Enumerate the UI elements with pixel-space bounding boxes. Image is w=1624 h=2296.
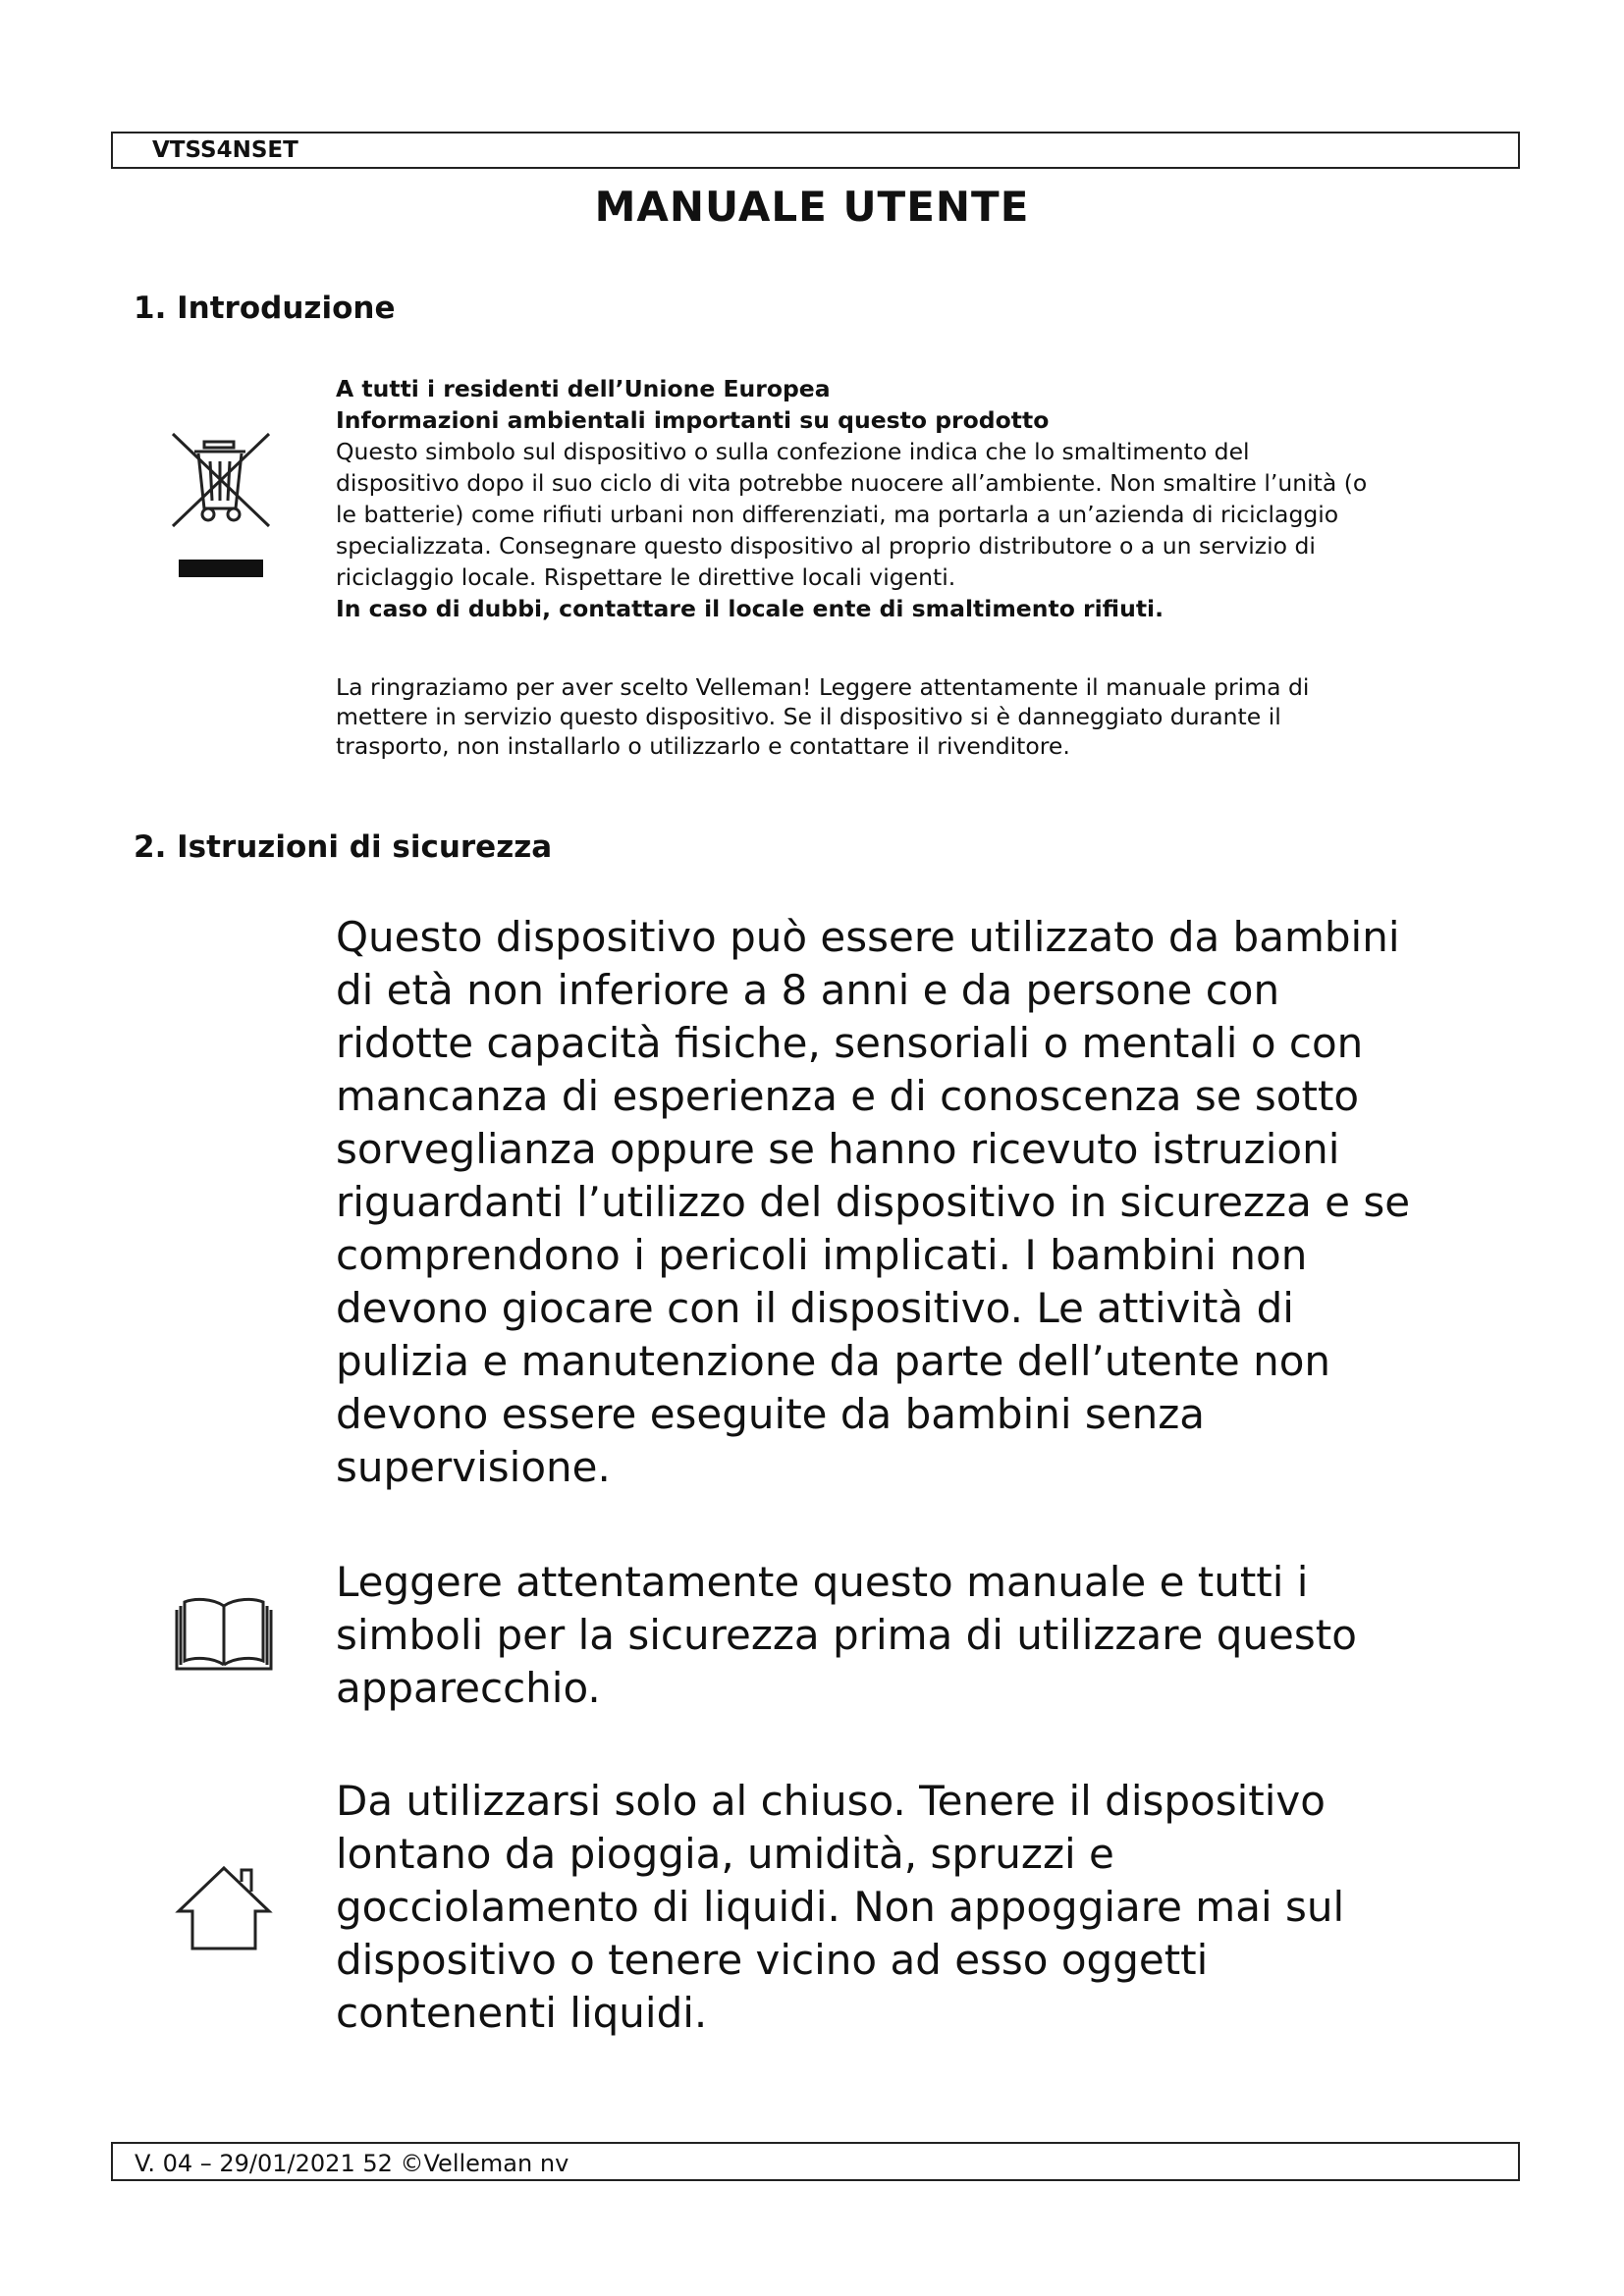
weee-line: le batterie) come rifiuti urbani non differenziati, ma portarla a un’azienda di riciclaggio <box>336 501 1339 528</box>
eu-residents-heading: A tutti i residenti dell’Unione Europea <box>336 375 831 402</box>
header-bar <box>111 132 1520 169</box>
thanks-line: mettere in servizio questo dispositivo. Se il dispositivo si è danneggiato durante il <box>336 703 1281 730</box>
section-heading-safety: 2. Istruzioni di sicurezza <box>134 829 553 865</box>
paragraph-line: riguardanti l’utilizzo del dispositivo in sicurezza e se <box>336 1178 1411 1226</box>
paragraph-line: comprendono i pericoli implicati. I bambini non <box>336 1231 1308 1279</box>
weee-line: Questo simbolo sul dispositivo o sulla confezione indica che lo smaltimento del <box>336 438 1250 465</box>
footer-bar <box>111 2142 1520 2181</box>
paragraph-line: pulizia e manutenzione da parte dell’utente non <box>336 1337 1331 1385</box>
paragraph-line: gocciolamento di liquidi. Non appoggiare mai sul <box>336 1883 1345 1931</box>
weee-crossed-bin-icon <box>167 424 275 581</box>
paragraph-line: devono essere eseguite da bambini senza <box>336 1390 1206 1438</box>
weee-line: riciclaggio locale. Rispettare le direttive locali vigenti. <box>336 563 956 591</box>
paragraph-line: Questo dispositivo può essere utilizzato da bambini <box>336 913 1400 961</box>
weee-line: specializzata. Consegnare questo dispositivo al proprio distributore o a un servizio di <box>336 532 1316 560</box>
read-manual-book-icon <box>173 1592 275 1673</box>
footer-version: V. 04 – 29/01/2021 52 ©Velleman nv <box>135 2150 569 2177</box>
paragraph-line: mancanza di esperienza e di conoscenza se sotto <box>336 1072 1360 1120</box>
paragraph-line: sorveglianza oppure se hanno ricevuto istruzioni <box>336 1125 1340 1173</box>
paragraph-line: di età non inferiore a 8 anni e da persone con <box>336 966 1280 1014</box>
children-safety-paragraph <box>336 911 1514 1494</box>
weee-line: dispositivo dopo il suo ciclo di vita potrebbe nuocere all’ambiente. Non smaltire l’unità (o <box>336 469 1368 497</box>
paragraph-line: ridotte capacità fisiche, sensoriali o mentali o con <box>336 1019 1364 1067</box>
page-title: MANUALE UTENTE <box>594 183 1030 231</box>
paragraph-line: devono giocare con il dispositivo. Le attività di <box>336 1284 1294 1332</box>
read-manual-paragraph <box>336 1556 1514 1715</box>
model-code: VTSS4NSET <box>152 137 298 163</box>
paragraph-line: simboli per la sicurezza prima di utilizzare questo <box>336 1611 1357 1659</box>
indoor-use-house-icon <box>173 1860 275 1952</box>
paragraph-line: Leggere attentamente questo manuale e tutti i <box>336 1558 1309 1606</box>
paragraph-line: Da utilizzarsi solo al chiuso. Tenere il dispositivo <box>336 1777 1326 1825</box>
weee-notice <box>336 373 1485 624</box>
environmental-info-heading: Informazioni ambientali importanti su questo prodotto <box>336 406 1050 434</box>
section-heading-introduction: 1. Introduzione <box>134 291 396 326</box>
indoor-use-paragraph <box>336 1775 1514 2040</box>
paragraph-line: apparecchio. <box>336 1664 601 1712</box>
doubt-contact-line: In caso di dubbi, contattare il locale ente di smaltimento rifiuti. <box>336 595 1164 622</box>
paragraph-line: supervisione. <box>336 1443 611 1491</box>
thanks-paragraph <box>336 672 1485 761</box>
thanks-line: trasporto, non installarlo o utilizzarlo e contattare il rivenditore. <box>336 732 1070 760</box>
paragraph-line: dispositivo o tenere vicino ad esso oggetti <box>336 1936 1209 1984</box>
thanks-line: La ringraziamo per aver scelto Velleman! Leggere attentamente il manuale prima di <box>336 673 1310 701</box>
paragraph-line: lontano da pioggia, umidità, spruzzi e <box>336 1830 1114 1878</box>
paragraph-line: contenenti liquidi. <box>336 1989 708 2037</box>
